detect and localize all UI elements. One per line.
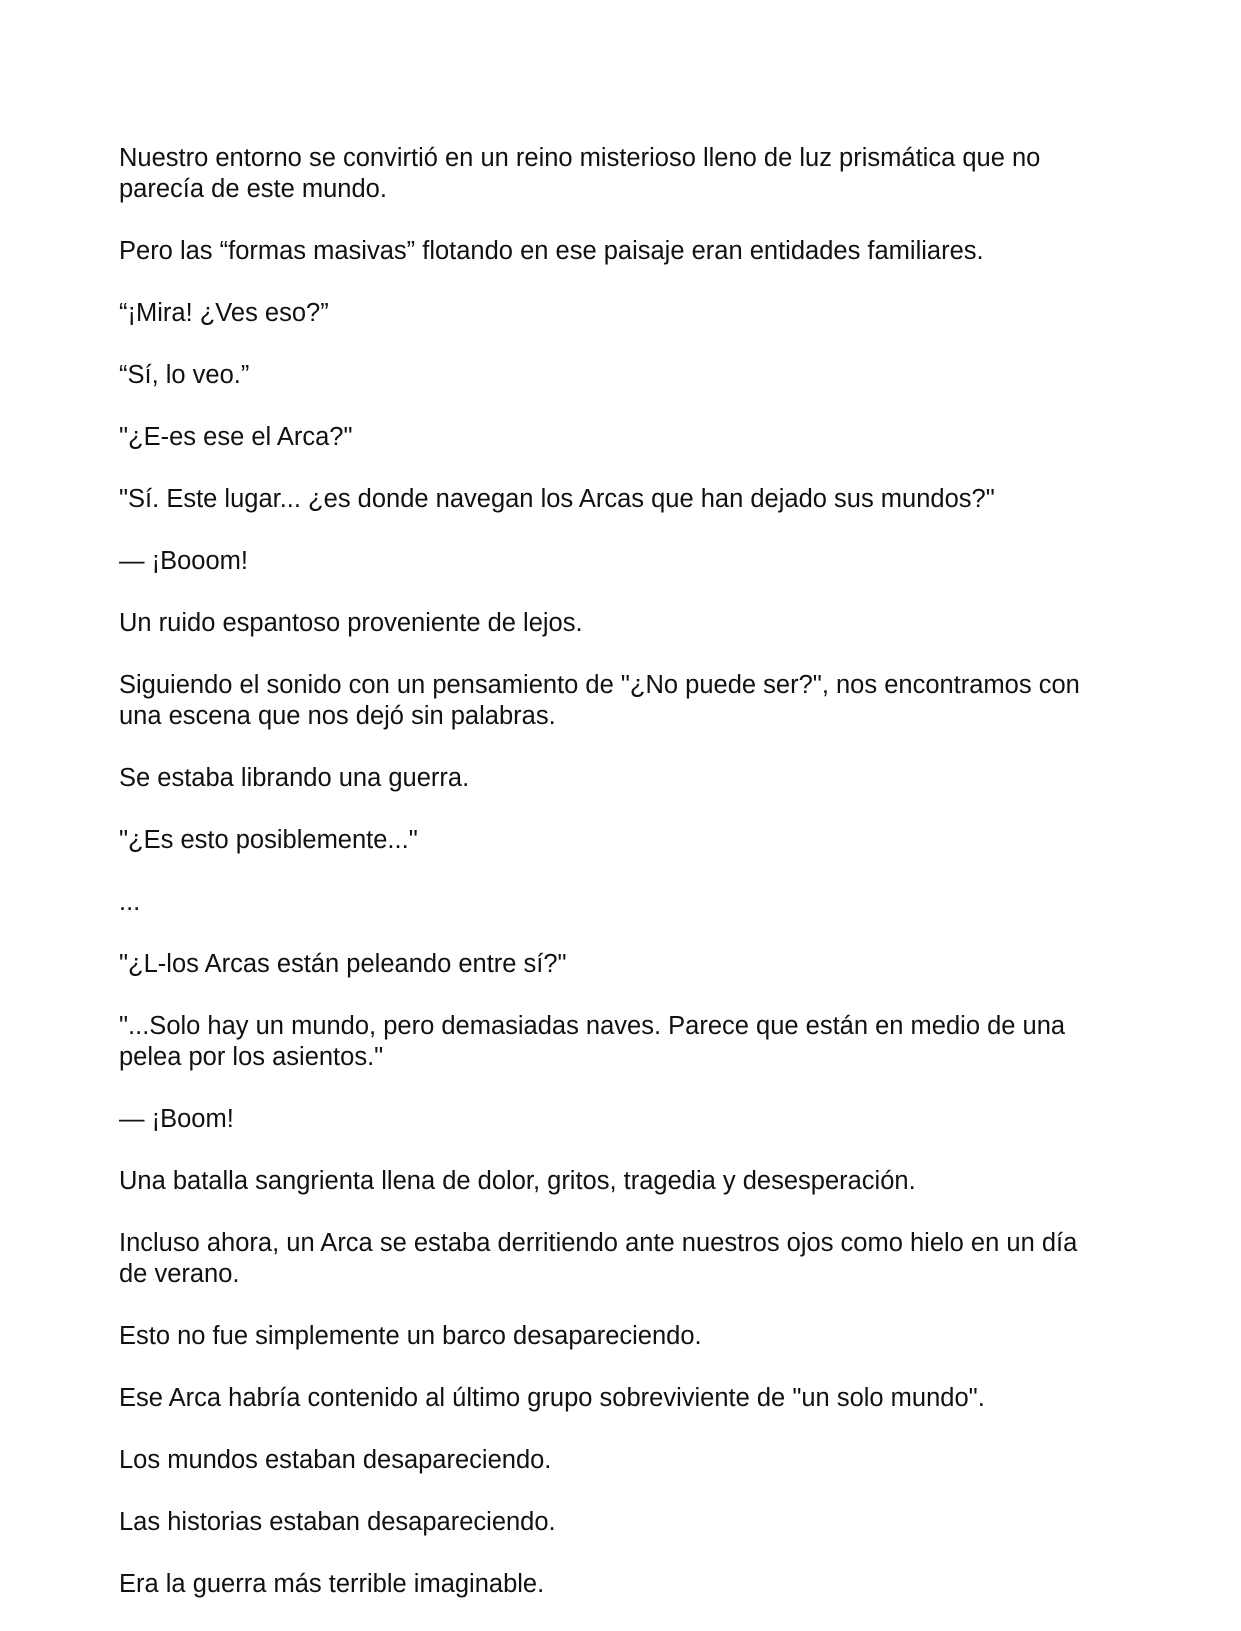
paragraph: “Sí, lo veo.” (119, 361, 250, 389)
paragraph: Las historias estaban desapareciendo. (119, 1508, 556, 1536)
paragraph: Siguiendo el sonido con un pensamiento de "¿No puede ser?", nos encontramos con una escena que nos dejó sin palabras. (119, 671, 1080, 730)
paragraph: "Sí. Este lugar... ¿es donde navegan los Arcas que han dejado sus mundos?" (119, 485, 995, 513)
paragraph: Nuestro entorno se convirtió en un reino misterioso lleno de luz prismática que no parecía de este mundo. (119, 144, 1041, 203)
paragraph: "¿E-es ese el Arca?" (119, 423, 353, 451)
paragraph: — ¡Booom! (119, 547, 248, 575)
body-text (119, 143, 1109, 1631)
paragraph: "¿Es esto posiblemente..." (119, 826, 418, 854)
paragraph: Incluso ahora, un Arca se estaba derritiendo ante nuestros ojos como hielo en un día de verano. (119, 1229, 1078, 1288)
paragraph: Los mundos estaban desapareciendo. (119, 1446, 552, 1474)
paragraph: ... (119, 888, 141, 916)
paragraph: Pero las “formas masivas” flotando en ese paisaje eran entidades familiares. (119, 237, 984, 265)
paragraph: Ese Arca habría contenido al último grupo sobreviviente de "un solo mundo". (119, 1384, 985, 1412)
paragraph: "...Solo hay un mundo, pero demasiadas naves. Parece que están en medio de una pelea por los asientos." (119, 1012, 1066, 1071)
paragraph: “¡Mira! ¿Ves eso?” (119, 299, 329, 327)
paragraph: Se estaba librando una guerra. (119, 764, 470, 792)
paragraph: Esto no fue simplemente un barco desapareciendo. (119, 1322, 702, 1350)
paragraph: — ¡Boom! (119, 1105, 234, 1133)
paragraph: "¿L-los Arcas están peleando entre sí?" (119, 950, 567, 978)
paragraph: Una batalla sangrienta llena de dolor, gritos, tragedia y desesperación. (119, 1167, 916, 1195)
paragraph: Un ruido espantoso proveniente de lejos. (119, 609, 583, 637)
paragraph: Era la guerra más terrible imaginable. (119, 1570, 545, 1598)
